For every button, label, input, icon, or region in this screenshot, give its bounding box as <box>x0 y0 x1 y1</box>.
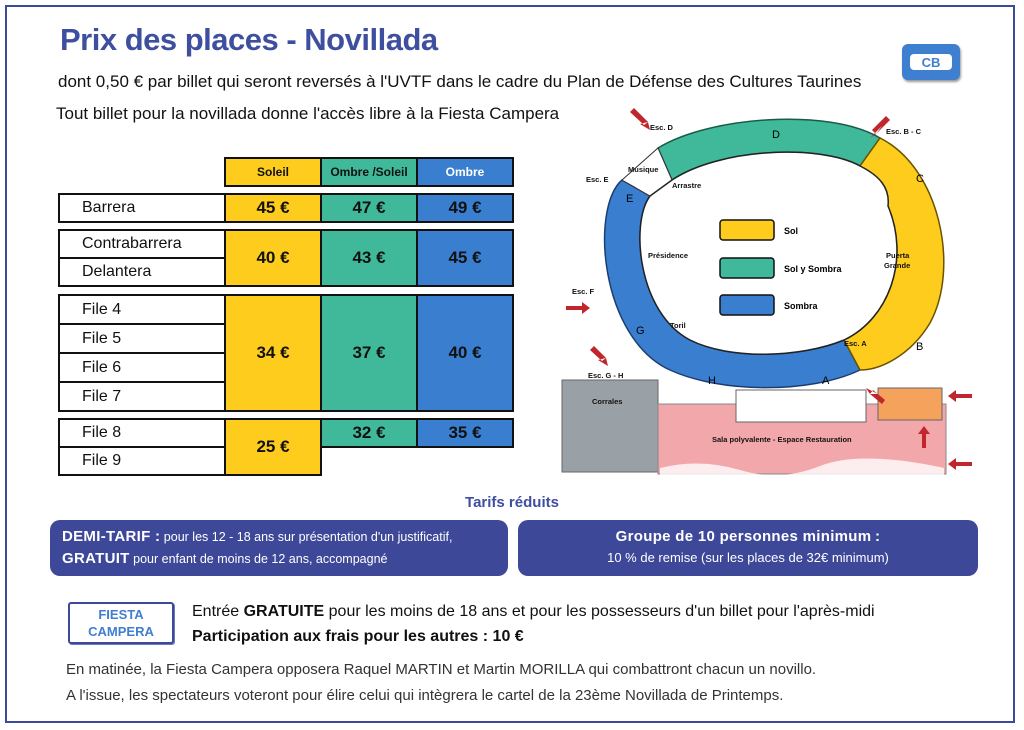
gate-block <box>736 390 866 422</box>
price-contrabarrera-soleil: 40 € <box>224 229 322 287</box>
grande-label: Grande <box>884 261 911 270</box>
row-label-file-9: File 9 <box>58 446 226 476</box>
legend-sol: Sol <box>784 226 799 236</box>
sector-label-g: G <box>636 325 645 337</box>
sector-label-h: H <box>708 375 716 387</box>
fiesta-entree-gratuite: GRATUITE <box>243 603 325 620</box>
price-barrera-ombre-soleil: 47 € <box>320 193 418 223</box>
price-file8-9-soleil: 25 € <box>224 418 322 476</box>
puerta-label: Puerta <box>886 251 910 260</box>
row-label-file-6: File 6 <box>58 352 226 383</box>
esc-f-label: Esc. F <box>572 287 595 296</box>
price-file4-7-ombre-soleil: 37 € <box>320 294 418 412</box>
legend-swatch-sombra <box>720 295 774 315</box>
price-barrera-ombre: 49 € <box>416 193 514 223</box>
fiesta-participation-price: : 10 € <box>482 628 524 645</box>
sector-label-a: A <box>822 375 830 387</box>
gratuit-label: GRATUIT <box>62 550 130 567</box>
fiesta-access-note: Tout billet pour la novillada donne l'accès libre à la Fiesta Campera <box>56 104 560 123</box>
header-ombre-soleil: Ombre /Soleil <box>320 157 418 187</box>
groupe-label: Groupe de 10 personnes minimum <box>615 528 872 545</box>
fiesta-campera-badge <box>68 602 174 644</box>
esc-e-label: Esc. E <box>586 175 609 184</box>
demi-tarif-box <box>50 520 508 576</box>
row-label-file-4: File 4 <box>58 294 226 325</box>
groupe-colon: : <box>875 528 881 545</box>
arrow-esc-f-icon <box>566 302 590 314</box>
fiesta-entree-pre: Entrée <box>192 603 240 620</box>
legend-swatch-sol <box>720 220 774 240</box>
row-label-delantera: Delantera <box>58 257 226 287</box>
header-ombre: Ombre <box>416 157 514 187</box>
uvtf-note: dont 0,50 € par billet qui seront reversés à l'UVTF dans le cadre du Plan de Défense des Cultures Taurines <box>58 72 862 91</box>
price-barrera-soleil: 45 € <box>224 193 322 223</box>
price-file8-9-ombre-soleil: 32 € <box>320 418 418 448</box>
legend-sombra: Sombra <box>784 301 818 311</box>
page-title: Prix des places - Novillada <box>60 22 438 57</box>
gratuit-text: pour enfant de moins de 12 ans, accompagné <box>133 552 388 566</box>
sector-label-b: B <box>916 341 924 353</box>
row-label-barrera: Barrera <box>58 193 226 223</box>
price-contrabarrera-ombre: 45 € <box>416 229 514 287</box>
arrastre-label: Arrastre <box>672 181 702 190</box>
demi-tarif-text: pour les 12 - 18 ans sur présentation d'un justificatif, <box>163 530 453 544</box>
demi-tarif-label: DEMI-TARIF : <box>62 528 161 545</box>
corrales-label: Corrales <box>592 397 623 406</box>
arrow-esc-d-icon <box>630 108 650 130</box>
legend-swatch-sol-y-sombra <box>720 258 774 278</box>
arrow-right-2-icon <box>948 458 972 470</box>
tarifs-reduits-title: Tarifs réduits <box>465 494 559 511</box>
fiesta-participation-line <box>192 628 524 646</box>
arena-map <box>560 108 980 478</box>
sector-label-c: C <box>916 173 924 185</box>
esc-d-label: Esc. D <box>650 123 673 132</box>
footer-line-1: En matinée, la Fiesta Campera opposera Raquel MARTIN et Martin MORILLA qui combattront chacun un novillo. <box>66 661 817 678</box>
price-file4-7-ombre: 40 € <box>416 294 514 412</box>
toril-label: Toril <box>670 321 686 330</box>
fiesta-entree-line <box>192 603 875 621</box>
sector-label-d: D <box>772 129 780 141</box>
price-file8-9-ombre: 35 € <box>416 418 514 448</box>
footer-line-2: A l'issue, les spectateurs voteront pour élire celui qui intègrera le cartel de la 23ème Novillada de Printemps. <box>66 687 784 704</box>
cb-logo-text: CB <box>921 55 941 70</box>
row-label-file-8: File 8 <box>58 418 226 448</box>
musique-label: Musique <box>628 165 659 174</box>
cb-logo-icon <box>908 51 954 73</box>
sector-label-e: E <box>626 193 634 205</box>
row-label-contrabarrera: Contrabarrera <box>58 229 226 259</box>
cb-card-logo <box>902 44 960 80</box>
groupe-text: 10 % de remise (sur les places de 32€ minimum) <box>607 550 889 565</box>
entry-block <box>878 388 942 420</box>
legend-sol-y-sombra: Sol y Sombra <box>784 264 842 274</box>
fiesta-entree-post: pour les moins de 18 ans et pour les possesseurs d'un billet pour l'après-midi <box>328 603 875 620</box>
row-label-file-7: File 7 <box>58 381 226 412</box>
header-soleil: Soleil <box>224 157 322 187</box>
esc-gh-label: Esc. G - H <box>588 371 624 380</box>
price-file4-7-soleil: 34 € <box>224 294 322 412</box>
presidence-label: Présidence <box>648 251 689 260</box>
corrales-building <box>562 380 658 472</box>
esc-bc-label: Esc. B - C <box>886 127 922 136</box>
sala-label: Sala polyvalente - Espace Restauration <box>712 435 852 444</box>
arrow-esc-gh-icon <box>590 346 608 366</box>
groupe-box <box>518 520 978 576</box>
row-label-file-5: File 5 <box>58 323 226 354</box>
price-contrabarrera-ombre-soleil: 43 € <box>320 229 418 287</box>
fiesta-badge-line2: CAMPERA <box>88 624 154 639</box>
esc-a-label: Esc. A <box>844 339 867 348</box>
fiesta-badge-line1: FIESTA <box>98 607 144 622</box>
arrow-right-1-icon <box>948 390 972 402</box>
fiesta-participation: Participation aux frais pour les autres <box>192 628 479 645</box>
